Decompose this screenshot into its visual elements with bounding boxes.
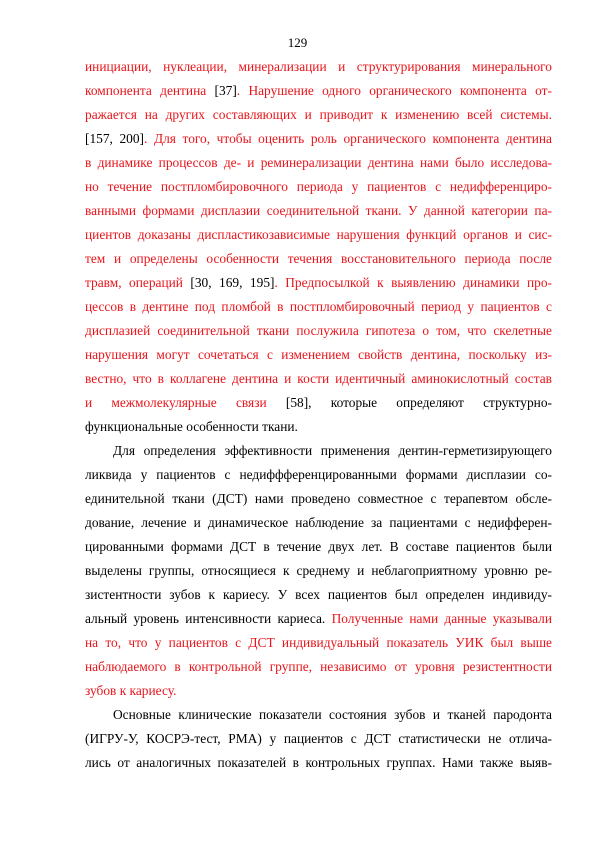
highlighted-text: на то, что у пациентов с ДСТ индивидуальный показатель УИК был выше [85, 635, 552, 650]
highlighted-text: дисплазией соединительной ткани послужила гипотеза о том, что скелетные [85, 323, 552, 338]
text-line [113, 706, 552, 724]
highlighted-text: в динамике процессов де- и реминерализации дентина нами было исследова- [85, 155, 552, 170]
highlighted-text: но течение постпломбировочного периода у пациентов с недифференциро- [85, 179, 552, 194]
highlighted-text: травм, операций [85, 275, 191, 290]
highlighted-text: Полученные нами данные указывали [331, 611, 553, 626]
text-span: [37] [214, 83, 237, 98]
text-span: Для определения эффективности применения дентин-герметизирующего [113, 443, 552, 458]
text-span: функциональные особенности ткани. [85, 419, 298, 434]
text-span: лись от аналогичных показателей в контрольных группах. Нами также выяв- [85, 755, 552, 770]
text-span: ликвида у пациентов с недиффференцированными формами дисплазии со- [85, 467, 552, 482]
text-span: [30, 169, 195] [190, 275, 275, 290]
highlighted-text: тем и определены особенности течения восстановительного периода после [85, 251, 552, 266]
text-line [85, 418, 552, 436]
text-line [85, 298, 552, 316]
text-line [85, 490, 552, 508]
highlighted-text: и межмолекулярные связи [85, 395, 267, 410]
text-line [85, 466, 552, 484]
text-line [85, 322, 552, 340]
text-line [85, 154, 552, 172]
highlighted-text: инициации, нуклеации, минерализации и структурирования минерального [85, 59, 552, 74]
text-line [85, 202, 552, 220]
text-line [85, 274, 552, 292]
text-span: (ИГРУ-У, КОСРЭ-тест, РМА) у пациентов с ДСТ статистически не отлича- [85, 731, 552, 746]
text-span: цированными формами ДСТ в течение двух лет. В составе пациентов были [85, 539, 552, 554]
text-line [85, 82, 552, 100]
text-line [85, 370, 552, 388]
highlighted-text: вестно, что в коллагене дентина и кости идентичный аминокислотный состав [85, 371, 552, 386]
text-line [85, 754, 552, 772]
text-line [85, 730, 552, 748]
highlighted-text: . Для того, чтобы оценить роль органического компонента дентина [144, 131, 552, 146]
text-line [85, 178, 552, 196]
text-line [85, 610, 552, 628]
text-line [85, 250, 552, 268]
text-span: [157, 200] [85, 131, 145, 146]
highlighted-text: . Нарушение одного органического компонента от- [236, 83, 552, 98]
text-span: дование, лечение и динамическое наблюдение за пациентами с недифферен- [85, 515, 552, 530]
highlighted-text: цессов в дентине под пломбой в постпломбировочный период у пациентов с [85, 299, 552, 314]
text-line [85, 682, 552, 700]
highlighted-text: наблюдаемого в контрольной группе, независимо от уровня резистентности [85, 659, 552, 674]
text-span: Основные клинические показатели состояния зубов и тканей пародонта [113, 707, 552, 722]
highlighted-text: компонента дентина [85, 83, 215, 98]
text-line [85, 130, 552, 148]
highlighted-text: зубов к кариесу. [85, 683, 177, 698]
text-line [85, 106, 552, 124]
text-span: [58], которые определяют структурно- [266, 395, 553, 410]
highlighted-text: нарушения могут сочетаться с изменением свойств дентина, поскольку из- [85, 347, 552, 362]
text-line [85, 586, 552, 604]
text-line [85, 346, 552, 364]
text-line [85, 538, 552, 556]
text-line [85, 634, 552, 652]
highlighted-text: . Предпосылкой к выявлению динамики про- [274, 275, 552, 290]
text-line [85, 514, 552, 532]
text-span: альный уровень интенсивности кариеса. [85, 611, 332, 626]
page-number: 129 [287, 35, 308, 50]
text-line [113, 442, 552, 460]
text-line [85, 226, 552, 244]
text-span: выделены группы, относящиеся к среднему и неблагоприятному уровню ре- [85, 563, 552, 578]
highlighted-text: ванными формами дисплазии соединительной ткани. У данной категории па- [85, 203, 552, 218]
highlighted-text: циентов доказаны диспластикозависимые нарушения функций органов и сис- [85, 227, 552, 242]
text-line [85, 394, 552, 412]
text-span: единительной ткани (ДСТ) нами проведено совместное с терапевтом обсле- [85, 491, 552, 506]
text-line [85, 58, 552, 76]
text-span: зистентности зубов к кариесу. У всех пациентов был определен индивиду- [85, 587, 552, 602]
text-line [85, 562, 552, 580]
text-line [85, 658, 552, 676]
highlighted-text: ражается на других составляющих и приводит к изменению всей системы. [85, 107, 552, 122]
